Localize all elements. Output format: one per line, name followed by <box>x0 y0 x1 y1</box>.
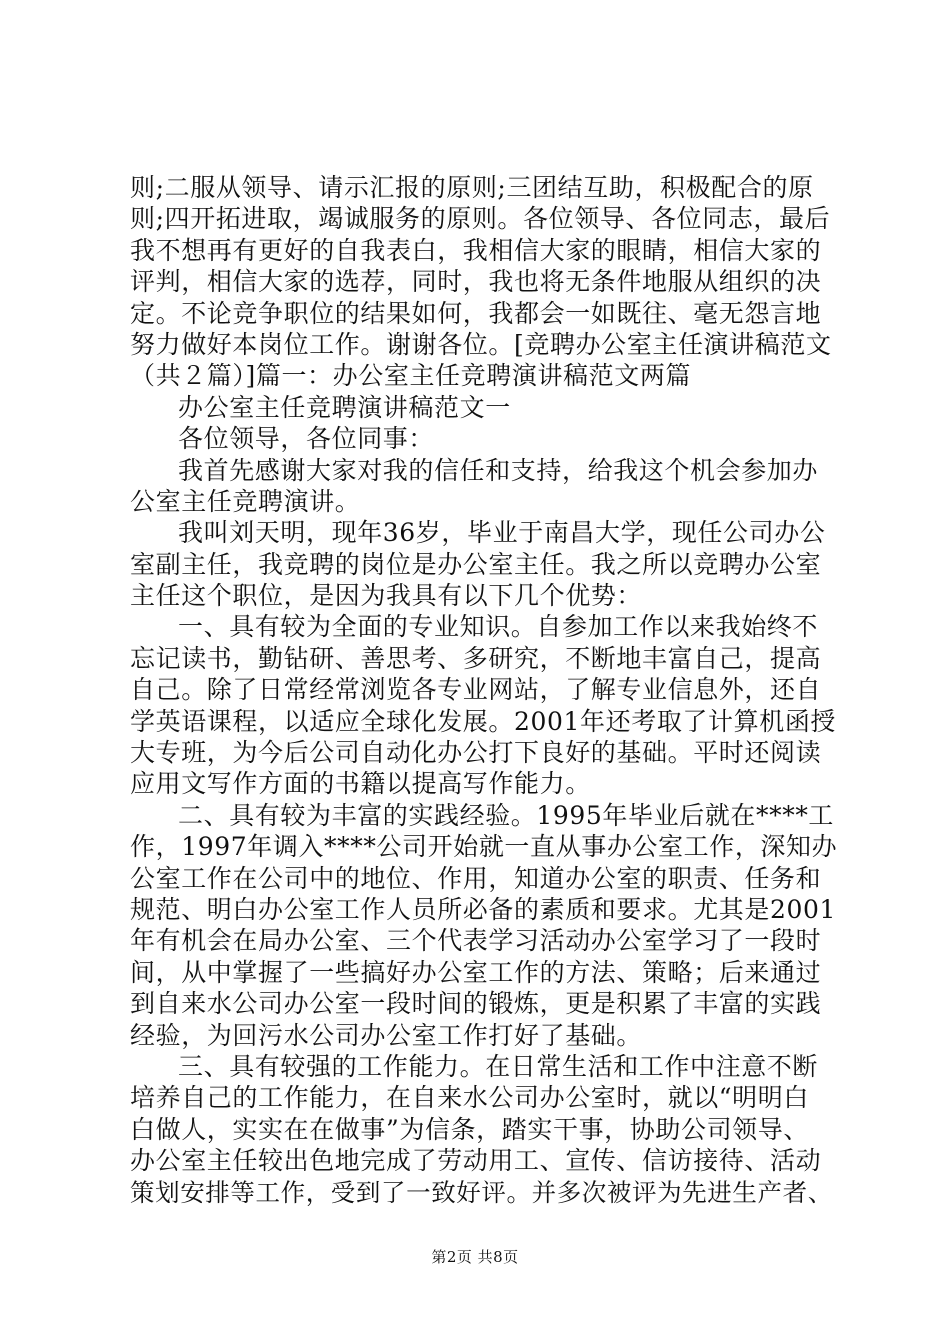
text-line: 经验，为回污水公司办公室工作打好了基础。 <box>130 1020 643 1050</box>
text-line: 忘记读书，勤钻研、善思考、多研究，不断地丰富自己，提高 <box>130 643 822 673</box>
text-line: 公室主任竞聘演讲。 <box>130 486 361 516</box>
text-line: 自己。除了日常经常浏览各专业网站，了解专业信息外，还自 <box>130 675 822 705</box>
text-line: 间，从中掌握了一些搞好办公室工作的方法、策略；后来通过 <box>130 957 822 987</box>
text-line: 办公室主任竞聘演讲稿范文一 <box>178 392 511 422</box>
text-line: 公室工作在公司中的地位、作用，知道办公室的职责、任务和 <box>130 863 822 893</box>
text-line: 我不想再有更好的自我表白，我相信大家的眼睛，相信大家的 <box>130 235 822 265</box>
text-line: 则;二服从领导、请示汇报的原则;三团结互助，积极配合的原 <box>130 173 814 202</box>
text-line: 应用文写作方面的书籍以提高写作能力。 <box>130 769 591 799</box>
text-line: 各位领导，各位同事： <box>178 424 435 454</box>
text-line: 则;四开拓进取，竭诚服务的原则。各位领导、各位同志，最后 <box>130 204 831 234</box>
text-line: 到自来水公司办公室一段时间的锻炼，更是积累了丰富的实践 <box>130 989 822 1019</box>
text-line: 白做人，实实在在做事”为信条，踏实干事，协助公司领导、 <box>130 1114 809 1144</box>
text-line: 作，1997年调入****公司开始就一直从事办公室工作，深知办 <box>130 832 838 862</box>
text-line: 室副主任，我竞聘的岗位是办公室主任。我之所以竞聘办公室 <box>130 549 822 579</box>
page-footer: 第2页 共8页 <box>431 1248 519 1266</box>
text-line: 三、具有较强的工作能力。在日常生活和工作中注意不断 <box>178 1051 819 1081</box>
text-line: 学英语课程，以适应全球化发展。2001年还考取了计算机函授 <box>130 706 837 736</box>
text-line: 我首先感谢大家对我的信任和支持，给我这个机会参加办 <box>178 455 819 485</box>
text-line: 评判，相信大家的选荐，同时，我也将无条件地服从组织的决 <box>130 267 822 297</box>
text-line: 大专班，为今后公司自动化办公打下良好的基础。平时还阅读 <box>130 738 822 768</box>
text-line: 策划安排等工作，受到了一致好评。并多次被评为先进生产者、 <box>130 1177 833 1207</box>
text-line: 年有机会在局办公室、三个代表学习活动办公室学习了一段时 <box>130 926 822 956</box>
text-line: 二、具有较为丰富的实践经验。1995年毕业后就在****工 <box>178 800 835 830</box>
text-line: 主任这个职位，是因为我具有以下几个优势： <box>130 581 643 611</box>
text-line: 一、具有较为全面的专业知识。自参加工作以来我始终不 <box>178 612 819 642</box>
text-line: 我叫刘天明，现年36岁，毕业于南昌大学，现任公司办公 <box>178 518 826 548</box>
text-line: 办公室主任较出色地完成了劳动用工、宣传、信访接待、活动 <box>130 1146 822 1176</box>
text-line: 定。不论竞争职位的结果如何，我都会一如既往、毫无怨言地 <box>130 298 822 328</box>
body-text <box>130 172 842 1208</box>
text-line: 规范、明白办公室工作人员所必备的素质和要求。尤其是2001 <box>130 894 837 924</box>
text-line: 培养自己的工作能力，在自来水公司办公室时，就以“明明白 <box>130 1083 809 1113</box>
text-line: （共２篇）]篇一：办公室主任竞聘演讲稿范文两篇 <box>130 361 692 391</box>
text-line: 努力做好本岗位工作。谢谢各位。[竞聘办公室主任演讲稿范文 <box>130 329 832 359</box>
